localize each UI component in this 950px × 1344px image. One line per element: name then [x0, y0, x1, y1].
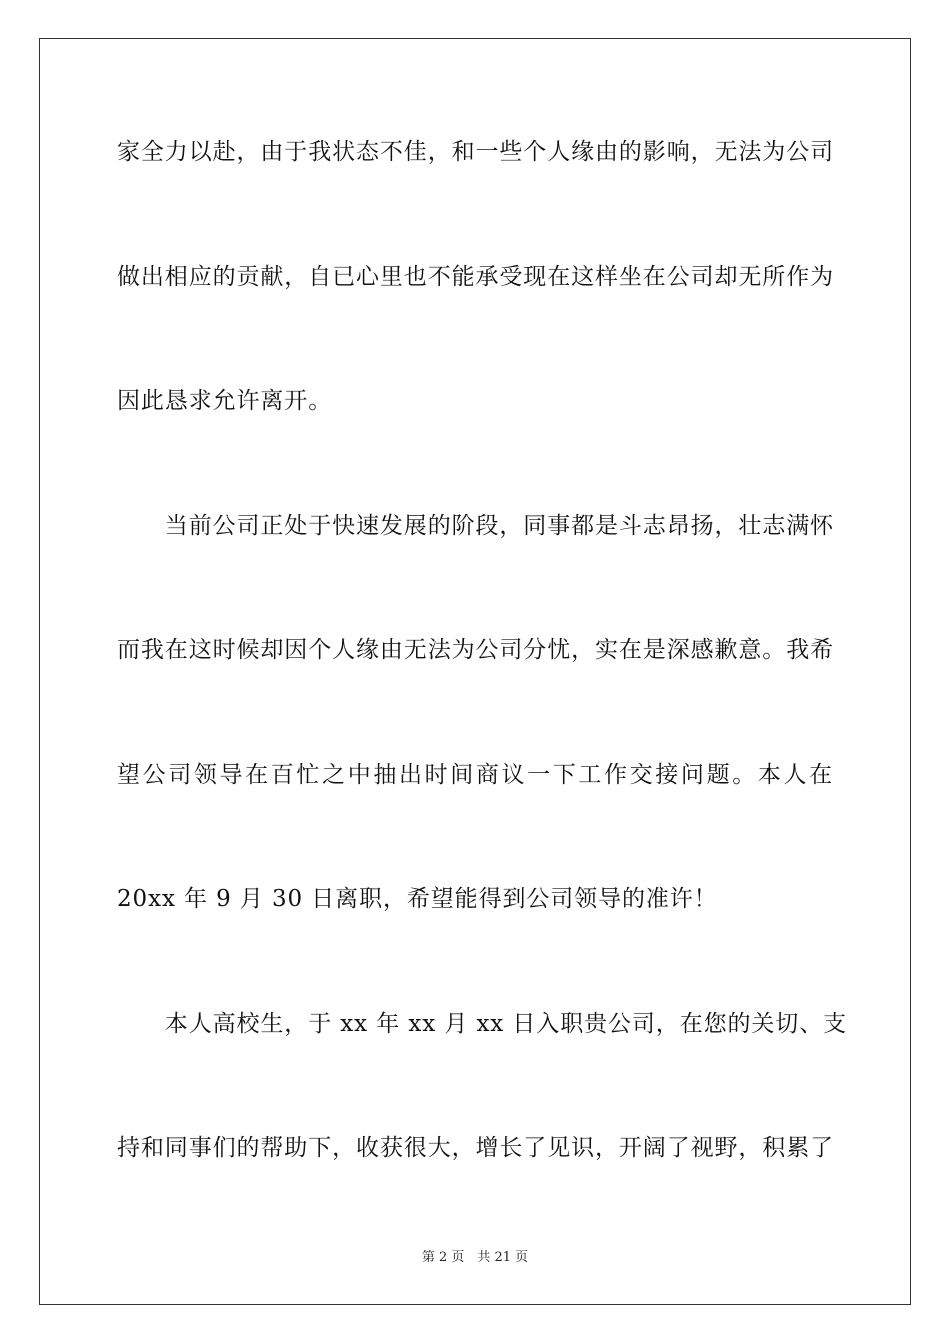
text-line: 当前公司正处于快速发展的阶段，同事都是斗志昂扬，壮志满怀: [117, 513, 834, 539]
page-number-footer: 第 2 页 共 21 页: [421, 1250, 529, 1265]
text-line: 本人高校生，于 xx 年 xx 月 xx 日入职贵公司，在您的关切、支: [117, 1011, 847, 1037]
page-border: [39, 38, 911, 1305]
text-line: 家全力以赴，由于我状态不佳，和一些个人缘由的影响，无法为公司: [117, 139, 834, 165]
text-line: 做出相应的贡献，自已心里也不能承受现在这样坐在公司却无所作为: [117, 264, 834, 290]
text-line: 而我在这时候却因个人缘由无法为公司分忧，实在是深感歉意。我希: [117, 637, 834, 663]
text-line: 因此恳求允许离开。: [117, 388, 333, 414]
text-line: 20xx 年 9 月 30 日离职，希望能得到公司领导的准许！: [117, 886, 718, 912]
text-line: 望公司领导在百忙之中抽出时间商议一下工作交接问题。本人在: [117, 762, 833, 788]
text-line: 持和同事们的帮助下，收获很大，增长了见识，开阔了视野，积累了: [117, 1135, 834, 1161]
